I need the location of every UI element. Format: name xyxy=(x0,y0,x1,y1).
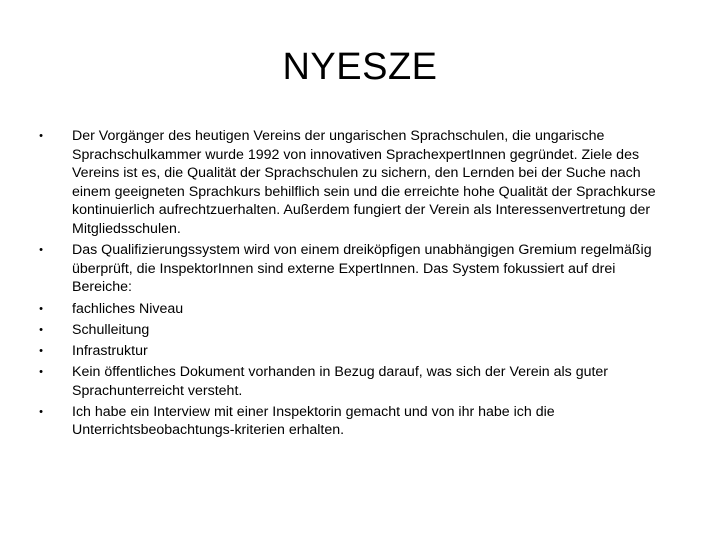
bullet-dot-icon: • xyxy=(39,130,43,142)
bullet-dot-icon: • xyxy=(39,344,43,357)
bullet-text: Infrastruktur xyxy=(72,342,148,359)
bullet-text: fachliches Niveau xyxy=(72,300,184,317)
bullet-item xyxy=(36,321,676,340)
bullet-text: Kein öffentliches Dokument vorhanden in Bezug darauf, was sich der Verein als guter Sprachunterreicht versteht. xyxy=(72,364,609,399)
bullet-item xyxy=(36,403,676,440)
bullet-dot-icon: • xyxy=(39,244,43,257)
bullet-dot-icon: • xyxy=(39,323,43,336)
bullet-item xyxy=(36,241,676,297)
slide-title: NYESZE xyxy=(282,46,438,88)
bullet-text: Das Qualifizierungssystem wird von einem dreiköpfigen unabhängigen Gremium regelmäßig überprüft, die InspektorInnen sind externe ExpertInnen. Das System fokussiert auf drei Bereiche: xyxy=(72,242,652,296)
bullet-list xyxy=(36,127,676,443)
bullet-dot-icon: • xyxy=(39,405,43,418)
bullet-dot-icon: • xyxy=(39,302,43,315)
bullet-item xyxy=(36,342,676,361)
bullet-text: Ich habe ein Interview mit einer Inspektorin gemacht und von ihr habe ich die Unterrichtsbeobachtungs-kriterien erhalten. xyxy=(72,403,555,439)
bullet-item xyxy=(36,127,676,239)
bullet-item xyxy=(36,363,676,400)
bullet-text: Schulleitung xyxy=(72,321,150,338)
bullet-item xyxy=(36,300,676,319)
bullet-dot-icon: • xyxy=(39,366,43,379)
bullet-text: Der Vorgänger des heutigen Vereins der ungarischen Sprachschulen, die ungarische Sprachschulkammer wurde 1992 von innovativen SprachexpertInnen gegründet. Ziele des Vereins ist es, die Qualität der Sprachschulen zu sichern, den Lernden bei der Suche nach einem geeigneten Sprachkurs behilflich sein und die erreichte hohe Qualität der Sprachkurse kontinuierlich aufrechtzuerhalten. Außerdem fungiert der Verein als Interessenvertretung der Mitgliedsschulen. xyxy=(72,128,656,237)
